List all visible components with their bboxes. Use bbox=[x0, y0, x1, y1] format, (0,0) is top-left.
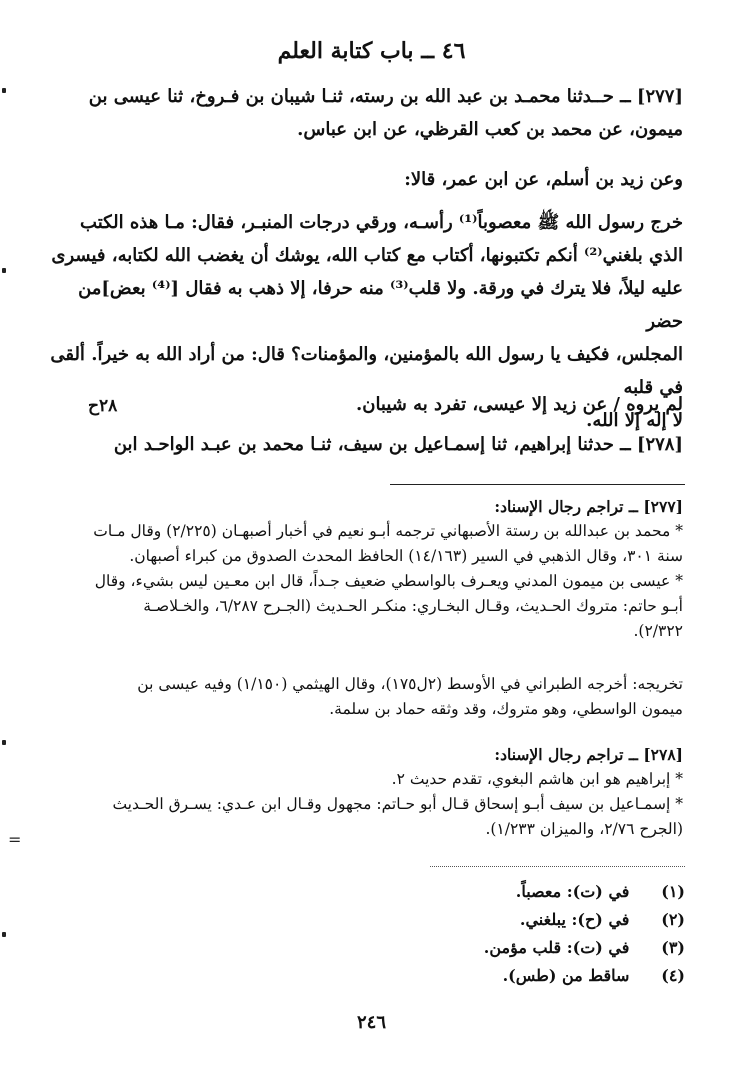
footnote-line: * محمد بن عبدالله بن رستة الأصبهاني ترجمه أبـو نعيم في أخبار أصبهـان (٢/٢٢٥) وقال مـات bbox=[93, 522, 683, 540]
text-line: ميمون، عن محمد بن كعب القرظي، عن ابن عباس. bbox=[297, 119, 683, 140]
footnote-block bbox=[38, 672, 683, 722]
note-number: (٤) bbox=[661, 966, 685, 985]
scan-speck bbox=[2, 268, 6, 273]
footnote-line: (الجرح ٢/٧٦، والميزان ١/٢٣٣). bbox=[485, 820, 683, 838]
footnote-block bbox=[38, 742, 683, 842]
text-line: عليه ليلاً، فلا يترك في ورقة. ولا قلب⁽³⁾ منه حرفا، إلا ذهب به فقال [⁽⁴⁾ بعض]من حضر bbox=[78, 278, 683, 332]
text-line: وعن زيد بن أسلم، عن ابن عمر، قالا: bbox=[404, 169, 683, 190]
variant-note bbox=[484, 934, 685, 962]
text-line: لم يروه / عن زيد إلا عيسى، تفرد به شيبان. bbox=[355, 394, 683, 415]
note-text: في (ح): يبلغني. bbox=[519, 910, 630, 929]
chapter-title: ٤٦ ــ باب كتابة العلم bbox=[277, 38, 466, 64]
manuscript-folio-marker: ٢٨ح bbox=[88, 396, 118, 416]
text-line: [٢٧٨] ــ حدثنا إبراهيم، ثنا إسمـاعيل بن سيف، ثنـا محمد بن عبـد الواحـد ابن bbox=[113, 434, 683, 455]
text-line: خرج رسول الله ﷺ معصوباً⁽¹⁾ رأسـه، ورقي درجات المنبـر، فقال: مـا هذه الكتب bbox=[80, 212, 683, 233]
page-number: ٢٤٦ bbox=[356, 1012, 386, 1033]
footnote-block bbox=[38, 494, 683, 644]
footnote-line: سنة ٣٠١، وقال الذهبي في السير (١٤/١٦٣) الحافظ المحدث الصدوق من كبراء أصبهان. bbox=[129, 547, 683, 565]
text-line: [٢٧٧] ــ حــدثنا محمـد بن عبد الله بن رسته، ثنـا شيبان بن فـروخ، ثنا عيسى بن bbox=[88, 86, 683, 107]
text-line: المجلس، فكيف يا رسول الله بالمؤمنين، والمؤمنات؟ قال: من أراد الله به خيراً. ألقى في قلبه bbox=[50, 344, 683, 398]
notes-separator bbox=[430, 866, 685, 867]
footnote-heading: [٢٧٧] ــ تراجم رجال الإسناد: bbox=[494, 497, 683, 516]
footnote-separator bbox=[390, 484, 685, 485]
main-text bbox=[38, 80, 683, 146]
margin-glyph: = bbox=[8, 830, 22, 849]
note-number: (٢) bbox=[661, 910, 685, 929]
footnote-line: أبـو حاتم: متروك الحـديث، وقـال البخـاري: منكـر الحـديث (الجـرح ٦/٢٨٧، والخـلاصـة bbox=[143, 597, 683, 615]
note-text: في (ت): معصباً. bbox=[515, 882, 630, 901]
footnote-line: ٢/٣٢٢). bbox=[633, 622, 683, 640]
variant-note bbox=[520, 906, 685, 934]
note-number: (١) bbox=[661, 882, 685, 901]
note-text: في (ت): قلب مؤمن. bbox=[483, 938, 630, 957]
main-text bbox=[38, 163, 683, 196]
footnote-line: تخريجه: أخرجه الطبراني في الأوسط (٢ل١٧٥)، وقال الهيثمي (١/١٥٠) وفيه عيسى بن bbox=[137, 675, 683, 693]
note-number: (٣) bbox=[661, 938, 685, 957]
footnote-line: * إبراهيم هو ابن هاشم البغوي، تقدم حديث ٢. bbox=[391, 770, 683, 788]
variant-note bbox=[503, 962, 685, 990]
footnote-line: ميمون الواسطي، وهو متروك، وقد وثقه حماد بن سلمة. bbox=[329, 700, 683, 718]
footnote-line: * عيسى بن ميمون المدني ويعـرف بالواسطي ضعيف جـداً، قال ابن معـين ليس بشيء، وقال bbox=[94, 572, 683, 590]
text-line: لا إله إلا الله. bbox=[586, 410, 683, 431]
scan-speck bbox=[2, 932, 6, 937]
footnote-heading: [٢٧٨] ــ تراجم رجال الإسناد: bbox=[494, 745, 683, 764]
variant-note bbox=[516, 878, 685, 906]
text-line: الذي بلغني⁽²⁾ أنكم تكتبونها، أكتاب مع كتاب الله، يوشك أن يغضب الله لكتابه، فيسرى bbox=[51, 245, 683, 266]
footnote-line: * إسمـاعيل بن سيف أبـو إسحاق قـال أبو حـاتم: مجهول وقـال ابن عـدي: يسـرق الحـديث bbox=[112, 795, 683, 813]
note-text: ساقط من (طس). bbox=[502, 966, 630, 985]
main-text bbox=[38, 428, 683, 461]
scan-speck bbox=[2, 740, 6, 745]
main-text bbox=[38, 388, 683, 421]
scan-speck bbox=[2, 88, 6, 93]
